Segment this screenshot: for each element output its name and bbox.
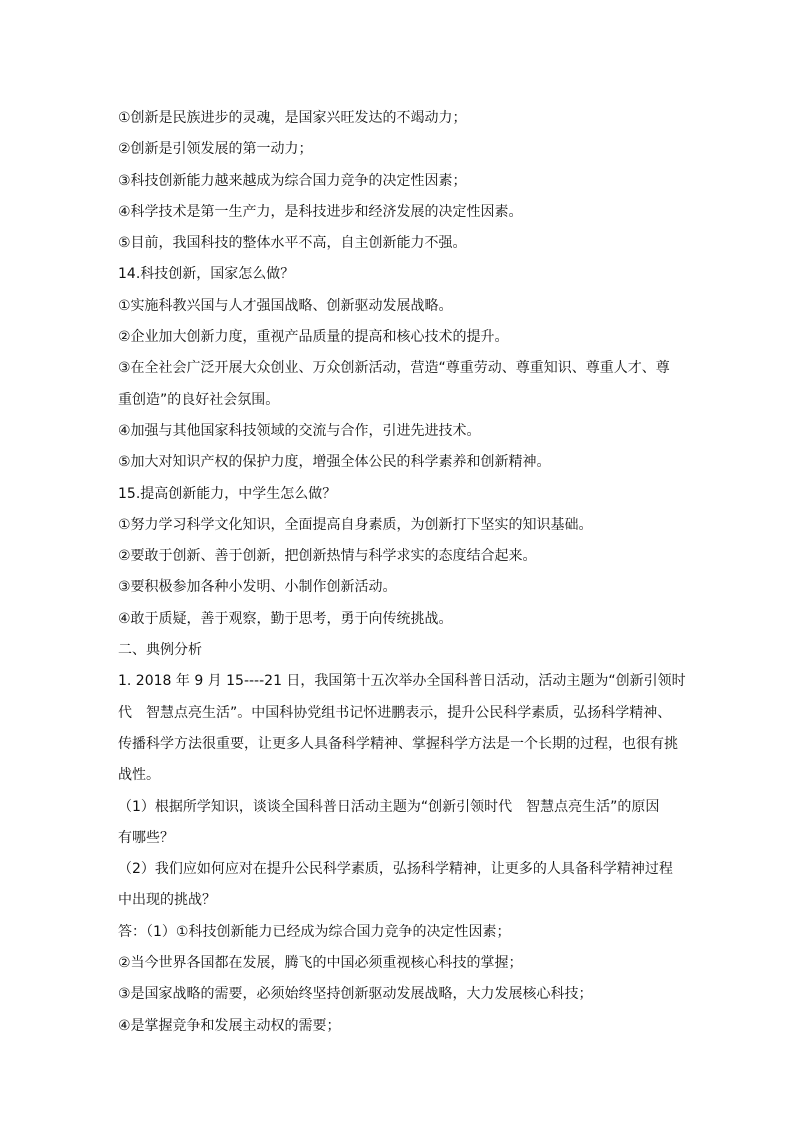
text-line: ①努力学习科学文化知识，全面提高自身素质，为创新打下坚实的知识基础。 — [118, 516, 593, 533]
text-line: ①创新是民族进步的灵魂，是国家兴旺发达的不竭动力； — [118, 110, 467, 126]
question-heading: 14.科技创新，国家怎么做？ — [118, 266, 295, 283]
text-line: ⑤目前，我国科技的整体水平不高，自主创新能力不强。 — [118, 235, 467, 252]
text-line: ③科技创新能力越来越成为综合国力竞争的决定性因素； — [118, 172, 467, 189]
text-line: 有哪些？ — [118, 829, 174, 846]
text-line: ④加强与其他国家科技领域的交流与合作，引进先进技术。 — [118, 422, 481, 439]
text-line: ①实施科教兴国与人才强国战略、创新驱动发展战略。 — [118, 297, 453, 314]
text-line: ②企业加大创新力度，重视产品质量的提高和核心技术的提升。 — [118, 329, 509, 346]
text-line: 1. 2018 年 9 月 15----21 日，我国第十五次举办全国科普日活动，活动主题为“创新引领时 — [118, 673, 686, 690]
text-line: 战性。 — [118, 767, 160, 784]
text-line: ②创新是引领发展的第一动力； — [118, 141, 313, 158]
answer-line: 答：（1）①科技创新能力已经成为综合国力竞争的决定性因素； — [118, 923, 511, 940]
text-line: （2）我们应如何应对在提升公民科学素质，弘扬科学精神，让更多的人具备科学精神过程 — [118, 861, 673, 878]
text-line: ②当今世界各国都在发展，腾飞的中国必须重视核心科技的掌握； — [118, 955, 523, 972]
question-heading: 15.提高创新能力，中学生怎么做？ — [118, 485, 337, 502]
text-line: ②要敢于创新、善于创新，把创新热情与科学求实的态度结合起来。 — [118, 548, 537, 565]
text-line: 代 智慧点亮生活”。中国科协党组书记怀进鹏表示，提升公民科学素质，弘扬科学精神、 — [118, 704, 672, 721]
text-line: ④是掌握竞争和发展主动权的需要； — [118, 1017, 341, 1034]
text-line: 重创造”的良好社会氛围。 — [118, 391, 280, 408]
text-line: ③在全社会广泛开展大众创业、万众创新活动，营造“尊重劳动、尊重知识、尊重人才、尊 — [118, 360, 670, 377]
text-line: （1）根据所学知识，谈谈全国科普日活动主题为“创新引领时代 智慧点亮生活”的原因 — [118, 798, 660, 815]
text-line: 中出现的挑战？ — [118, 892, 216, 909]
document-page — [118, 103, 686, 1042]
section-heading: 二、典例分析 — [118, 642, 202, 659]
text-line: ③要积极参加各种小发明、小制作创新活动。 — [118, 579, 397, 596]
text-line: ④敢于质疑，善于观察，勤于思考，勇于向传统挑战。 — [118, 610, 453, 627]
text-line: ③是国家战略的需要，必须始终坚持创新驱动发展战略，大力发展核心科技； — [118, 986, 593, 1003]
text-line: ④科学技术是第一生产力，是科技进步和经济发展的决定性因素。 — [118, 203, 523, 220]
text-line: ⑤加大对知识产权的保护力度，增强全体公民的科学素养和创新精神。 — [118, 454, 551, 471]
text-line: 传播科学方法很重要，让更多人具备科学精神、掌握科学方法是一个长期的过程，也很有挑 — [118, 735, 678, 752]
